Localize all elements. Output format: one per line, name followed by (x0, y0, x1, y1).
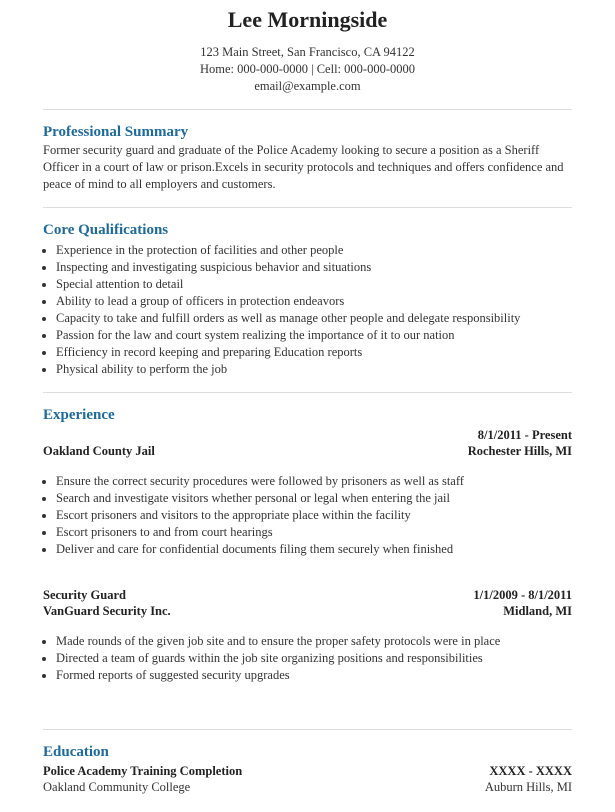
contact-info (43, 44, 572, 95)
list-item: • Search and investigate visitors whether personal or legal when entering the jail (56, 490, 572, 507)
job-company: Oakland County Jail (43, 444, 155, 458)
list-item: • Efficiency in record keeping and preparing Education reports (56, 344, 572, 361)
education-heading: Education (43, 744, 109, 760)
job-location: Rochester Hills, MI (467, 444, 572, 458)
job-dates: 1/1/2009 - 8/1/2011 (473, 588, 572, 602)
job-location: Midland, MI (503, 604, 572, 618)
list-item: • Deliver and care for confidential documents filing them securely when finished (56, 541, 572, 558)
job-title: Security Guard (43, 588, 126, 602)
list-item: • Inspecting and investigating suspicious behavior and situations (56, 259, 572, 276)
list-item: • Passion for the law and court system realizing the importance of it to our nation (56, 327, 572, 344)
address: 123 Main Street, San Francisco, CA 94122 (200, 45, 415, 59)
list-item: • Ensure the correct security procedures were followed by prisoners as well as staff (56, 473, 572, 490)
divider (43, 392, 572, 393)
list-item: • Formed reports of suggested security upgrades (56, 667, 572, 684)
experience-heading: Experience (43, 407, 115, 423)
job-dates: 8/1/2011 - Present (477, 428, 572, 442)
education-dates: XXXX - XXXX (489, 764, 572, 778)
job-entry (43, 427, 572, 558)
degree: Police Academy Training Completion (43, 764, 243, 778)
list-item: • Escort prisoners to and from court hearings (56, 524, 572, 541)
divider (43, 109, 572, 110)
qualifications-heading: Core Qualifications (43, 222, 169, 238)
list-item: • Special attention to detail (56, 276, 572, 293)
phones: Home: 000-000-0000 | Cell: 000-000-0000 (200, 62, 415, 76)
education-location: Auburn Hills, MI (484, 780, 572, 794)
list-item: • Made rounds of the given job site and to ensure the proper safety protocols were in place (56, 633, 572, 650)
list-item: • Experience in the protection of facilities and other people (56, 242, 572, 259)
divider (43, 729, 572, 730)
qualifications-list (43, 242, 572, 378)
list-item: • Physical ability to perform the job (56, 361, 572, 378)
job-entry (43, 587, 572, 684)
summary-text: Former security guard and graduate of the Police Academy looking to secure a position as a Sheriff Officer in a court of law or prison.Excels in security protocols and techniques and offers confidence and peace of mind to all employers and customers. (43, 143, 564, 191)
school: Oakland Community College (43, 780, 191, 794)
list-item: • Ability to lead a group of officers in protection endeavors (56, 293, 572, 310)
list-item: • Capacity to take and fulfill orders as well as manage other people and delegate responsibility (56, 310, 572, 327)
divider (43, 207, 572, 208)
list-item: • Escort prisoners and visitors to the appropriate place within the facility (56, 507, 572, 524)
job-company: VanGuard Security Inc. (43, 604, 171, 618)
list-item: • Directed a team of guards within the job site organizing positions and responsibilities (56, 650, 572, 667)
email: email@example.com (254, 79, 361, 93)
candidate-name: Lee Morningside (227, 7, 388, 32)
summary-heading: Professional Summary (43, 124, 189, 140)
